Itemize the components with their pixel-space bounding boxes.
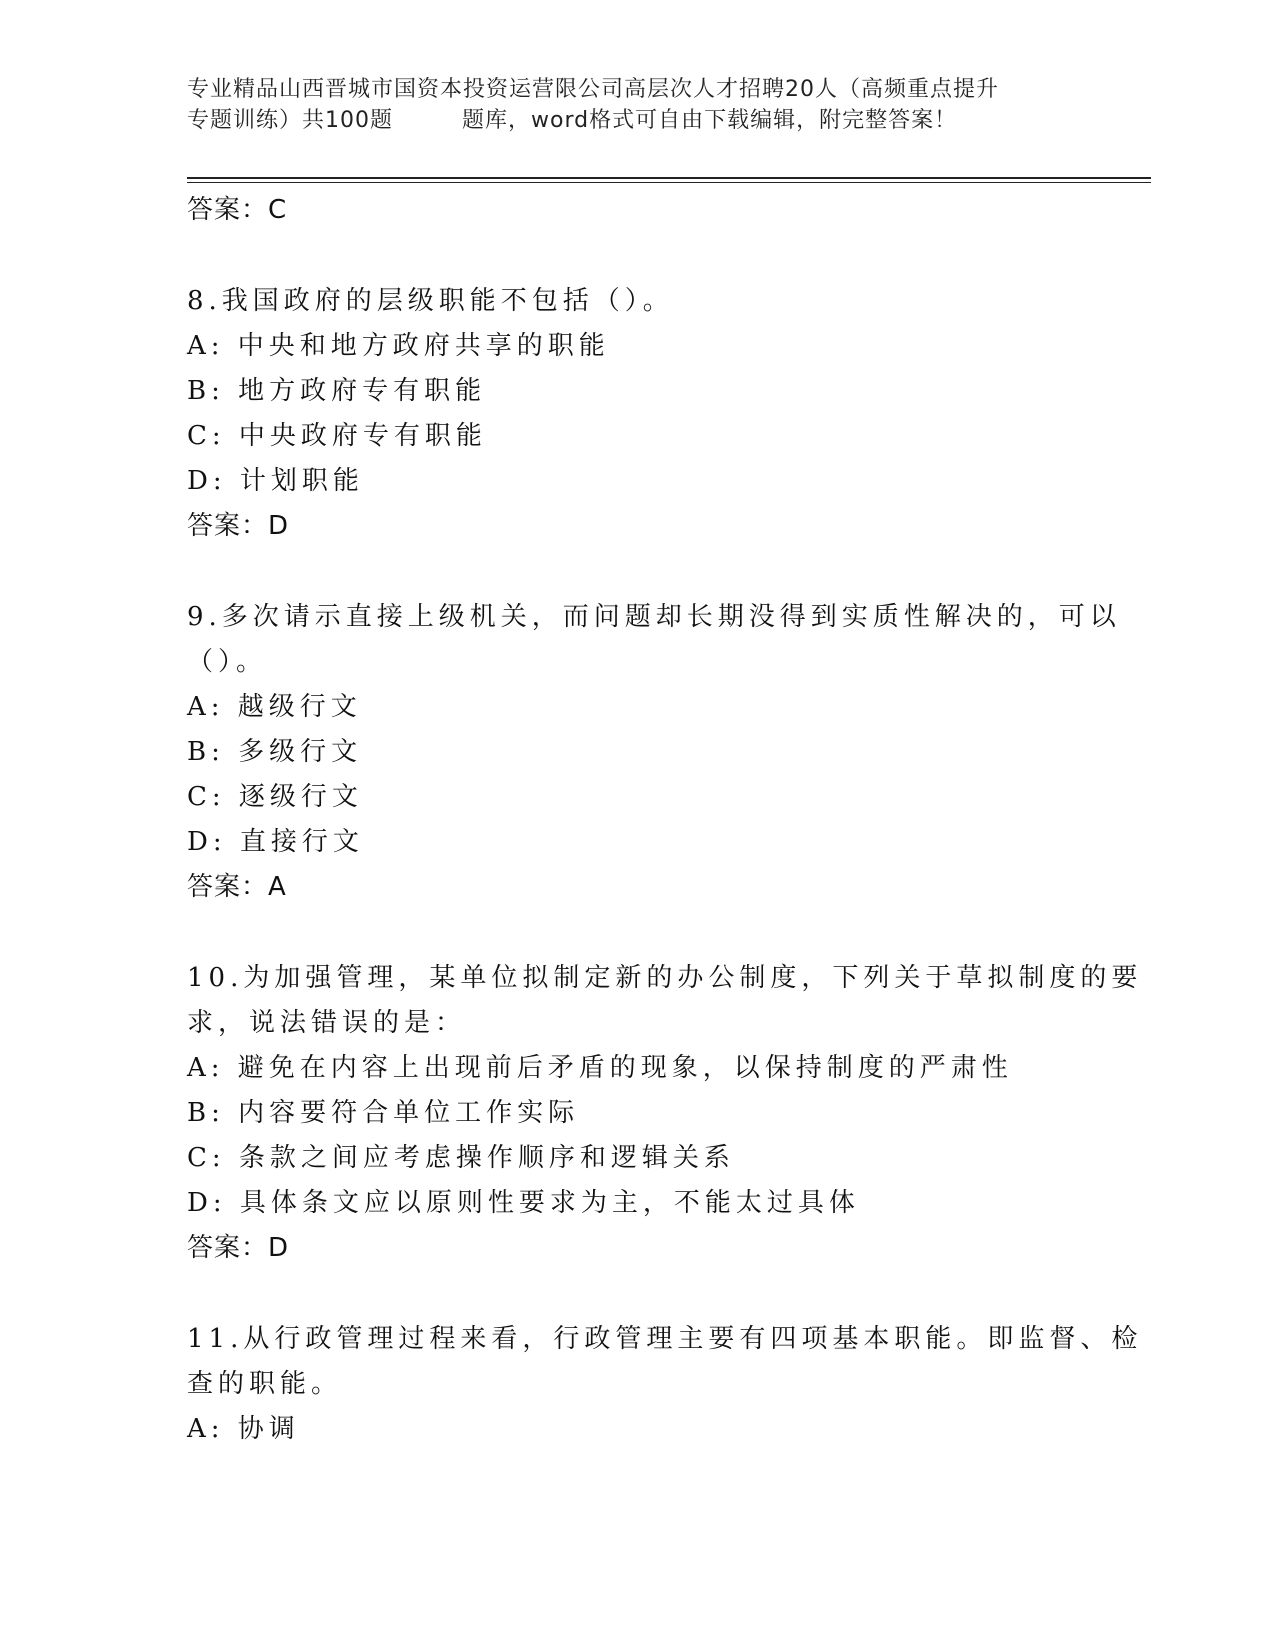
question-8-text: 8.我国政府的层级职能不包括（）。 <box>187 286 674 316</box>
question-11-text-line-2: 查的职能。 <box>187 1369 343 1399</box>
question-9-text-line-1: 9.多次请示直接上级机关，而问题却长期没得到实质性解决的，可以 <box>187 602 1121 632</box>
question-10-option-c: C: 条款之间应考虑操作顺序和逻辑关系 <box>187 1143 735 1173</box>
header-divider <box>187 177 1151 183</box>
question-8-option-b: B: 地方政府专有职能 <box>187 376 487 406</box>
question-11-text-line-1: 11.从行政管理过程来看，行政管理主要有四项基本职能。即监督、检 <box>187 1324 1143 1354</box>
question-10-answer: 答案：D <box>187 1233 290 1263</box>
answer-previous: 答案：C <box>187 195 288 225</box>
question-10-text-line-2: 求，说法错误的是： <box>187 1008 467 1038</box>
question-10 <box>187 956 1143 1046</box>
spacer <box>187 549 1087 595</box>
question-8-option-d: D: 计划职能 <box>187 466 364 496</box>
question-11-option-a: A: 协调 <box>187 1414 300 1444</box>
question-10-option-b: B: 内容要符合单位工作实际 <box>187 1098 580 1128</box>
header-line-2: 专题训练）共100题 题库，word格式可自由下载编辑，附完整答案！ <box>187 108 958 133</box>
question-10-option-d: D: 具体条文应以原则性要求为主，不能太过具体 <box>187 1188 860 1218</box>
spacer <box>187 1271 1087 1317</box>
question-9-answer: 答案：A <box>187 872 287 902</box>
spacer <box>187 910 1087 956</box>
question-9-option-d: D: 直接行文 <box>187 827 364 857</box>
page-header <box>187 74 1087 136</box>
question-9-text-line-2: （）。 <box>187 647 268 677</box>
document-body <box>187 188 1143 1452</box>
question-8-option-a: A: 中央和地方政府共享的职能 <box>187 331 610 361</box>
question-8-answer: 答案：D <box>187 511 290 541</box>
question-10-text-line-1: 10.为加强管理，某单位拟制定新的办公制度，下列关于草拟制度的要 <box>187 963 1143 993</box>
question-9 <box>187 595 1121 685</box>
question-9-option-b: B: 多级行文 <box>187 737 363 767</box>
question-9-option-c: C: 逐级行文 <box>187 782 363 812</box>
question-11 <box>187 1317 1143 1407</box>
header-line-1: 专业精品山西晋城市国资本投资运营限公司高层次人才招聘20人（高频重点提升 <box>187 77 999 102</box>
spacer <box>187 233 1087 279</box>
question-9-option-a: A: 越级行文 <box>187 692 362 722</box>
question-8 <box>187 279 1087 324</box>
question-10-option-a: A: 避免在内容上出现前后矛盾的现象，以保持制度的严肃性 <box>187 1053 1013 1083</box>
question-8-option-c: C: 中央政府专有职能 <box>187 421 487 451</box>
